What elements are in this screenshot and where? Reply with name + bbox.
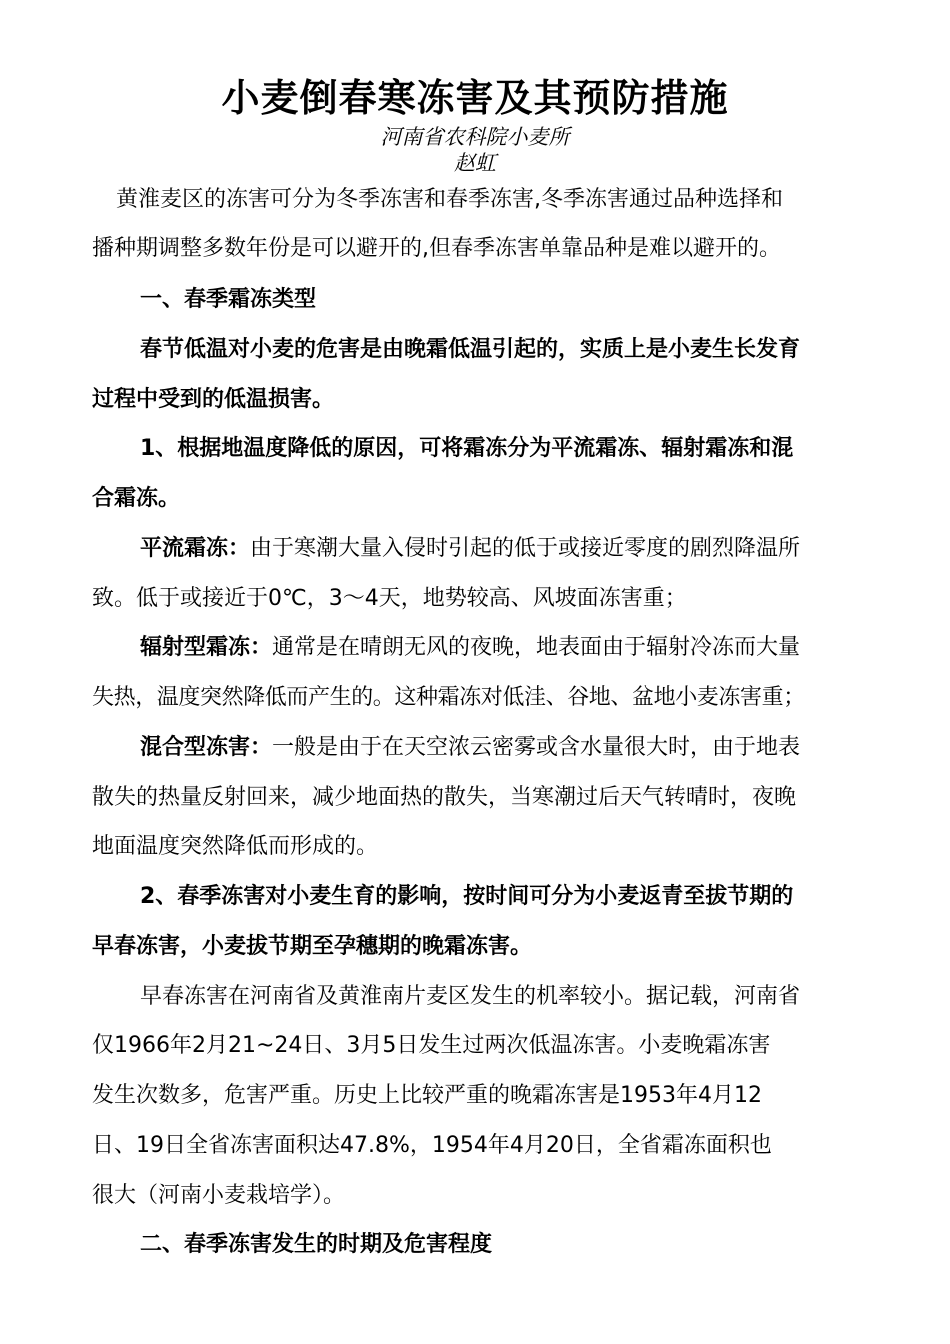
paragraph-line: 春节低温对小麦的危害是由晚霜低温引起的，实质上是小麦生长发育 (140, 337, 801, 362)
subsection-heading: 早春冻害，小麦拔节期至孕穗期的晚霜冻害。 (92, 934, 533, 959)
paragraph-line: 失热，温度突然降低而产生的。这种霜冻对低洼、谷地、盆地小麦冻害重； (92, 685, 805, 710)
paragraph-line: 散失的热量反射回来，减少地面热的散失，当寒潮过后天气转晴时，夜晚 (92, 785, 797, 810)
subsection-heading: 合霜冻。 (92, 486, 181, 511)
institution: 河南省农科院小麦所 (380, 125, 570, 149)
paragraph-line (140, 534, 920, 564)
term-text: 一般是由于在天空浓云密雾或含水量很大时，由于地表 (272, 735, 801, 760)
term-text: 通常是在晴朗无风的夜晚，地表面由于辐射冷冻而大量 (272, 635, 801, 660)
section-heading: 一、春季霜冻类型 (140, 287, 317, 312)
paragraph-line (140, 733, 920, 763)
paragraph-line: 致。低于或接近于0℃，3～4天，地势较高、风坡面冻害重； (92, 586, 687, 611)
paragraph-line: 黄淮麦区的冻害可分为冬季冻害和春季冻害,冬季冻害通过品种选择和 (116, 187, 783, 212)
paragraph-line: 很大（河南小麦栽培学）。 (92, 1183, 346, 1208)
term-label: 平流霜冻： (140, 536, 251, 561)
term-text: 由于寒潮大量入侵时引起的低于或接近零度的剧烈降温所 (250, 536, 801, 561)
term-label: 辐射型霜冻： (140, 635, 273, 660)
subsection-heading: 1、根据地温度降低的原因，可将霜冻分为平流霜冻、辐射霜冻和混 (140, 436, 794, 461)
paragraph-line: 播种期调整多数年份是可以避开的,但春季冻害单靠品种是难以避开的。 (92, 236, 781, 261)
term-label: 混合型冻害： (140, 735, 273, 760)
paragraph-line: 仅1966年2月21~24日、3月5日发生过两次低温冻害。小麦晚霜冻害 (92, 1033, 771, 1058)
document-title: 小麦倒春寒冻害及其预防措施 (221, 76, 729, 120)
subsection-heading: 2、春季冻害对小麦生育的影响，按时间可分为小麦返青至拔节期的 (140, 884, 794, 909)
paragraph-line: 过程中受到的低温损害。 (92, 387, 335, 412)
section-heading: 二、春季冻害发生的时期及危害程度 (140, 1232, 493, 1257)
paragraph-line: 地面温度突然降低而形成的。 (92, 834, 379, 859)
author: 赵虹 (454, 151, 496, 175)
paragraph-line: 日、19日全省冻害面积达47.8%，1954年4月20日，全省霜冻面积也 (92, 1133, 772, 1158)
paragraph-line: 早春冻害在河南省及黄淮南片麦区发生的机率较小。据记载，河南省 (140, 984, 801, 1009)
paragraph-line: 发生次数多，危害严重。历史上比较严重的晚霜冻害是1953年4月12 (92, 1083, 762, 1108)
paragraph-line (140, 633, 920, 663)
